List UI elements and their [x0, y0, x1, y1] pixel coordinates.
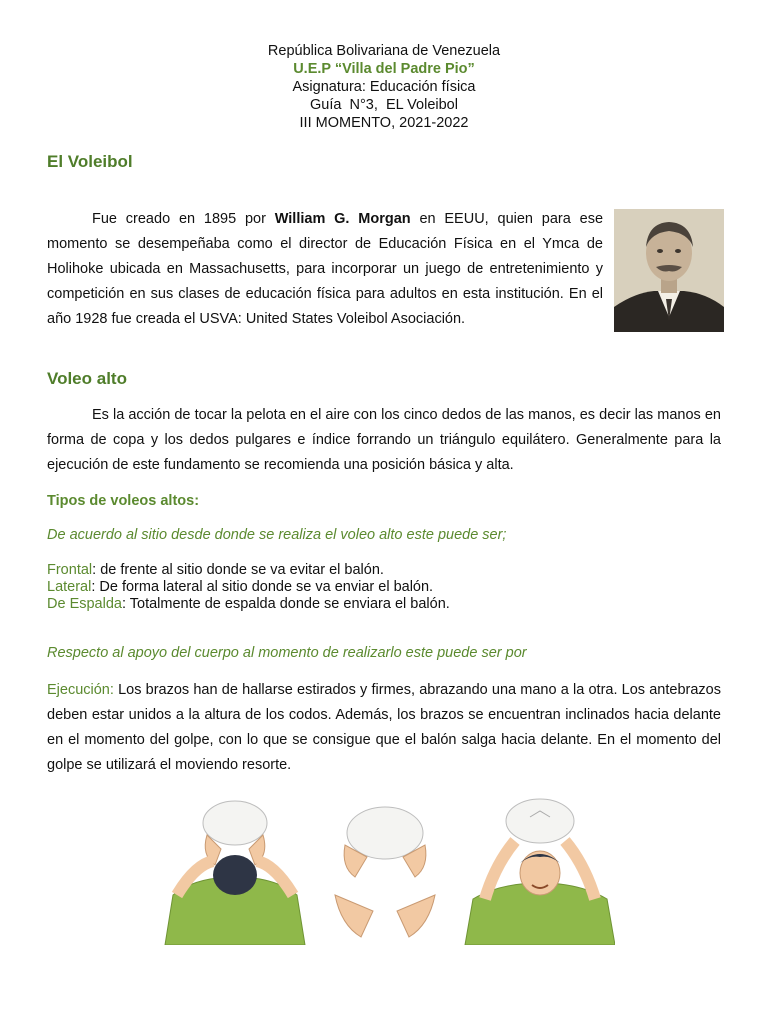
founder-portrait	[614, 209, 724, 332]
figure-front-view	[465, 799, 615, 945]
types-list	[47, 562, 450, 613]
list-item	[47, 596, 450, 613]
type-text-espalda: : Totalmente de espalda donde se enviara el balón.	[121, 596, 450, 612]
document-header	[0, 42, 768, 132]
figure-hands-only	[335, 807, 435, 937]
type-label-lateral: Lateral	[47, 579, 92, 595]
school-name: U.E.P “Villa del Padre Pio”	[293, 61, 475, 77]
execution-text: Los brazos han de hallarse estirados y firmes, abrazando una mano a la otra. Los antebrazos deben estar unidos a la altura de los codos. Además, los brazos se encuentran inclinados hacia delante en el momento del golpe, con lo que se consigue que el balón salga hacia delante. En el momento del golpe se utilizará el moviendo resorte.	[47, 682, 721, 773]
country-line: República Bolivariana de Venezuela	[267, 43, 501, 59]
type-label-frontal: Frontal	[47, 562, 93, 578]
type-text-lateral: : De forma lateral al sitio donde se va enviar el balón.	[91, 579, 434, 595]
type-label-espalda: De Espalda	[47, 596, 122, 612]
portrait-image	[614, 209, 724, 332]
support-intro: Respecto al apoyo del cuerpo al momento de realizarlo este puede ser por	[47, 645, 527, 661]
history-text-rest: en EEUU, quien para ese momento se desempeñaba como el director de Educación Física en el Ymca de Holihoke ubicada en Massachusetts, para incorporar un juego de entretenimiento y competición en sus clases de educación física para adultos en esta institución. En el año 1928 fue creada el USVA: United States Voleibol Asociación.	[47, 211, 604, 327]
type-text-frontal: : de frente al sitio donde se va evitar el balón.	[92, 562, 384, 578]
moment-line: III MOMENTO, 2021-2022	[299, 115, 469, 131]
voleo-alto-paragraph	[47, 403, 721, 478]
execution-label: Ejecución:	[47, 682, 114, 698]
types-title: Tipos de voleos altos:	[47, 493, 200, 509]
history-paragraph	[47, 207, 603, 332]
history-text-start: Fue creado en 1895 por	[92, 211, 275, 227]
figure-back-view	[165, 801, 305, 945]
section-title-voleibol: El Voleibol	[47, 152, 133, 171]
voleo-alto-text: Es la acción de tocar la pelota en el aire con los cinco dedos de las manos, es decir las manos en forma de copa y los dedos pulgares e índice forrando un triángulo equilátero. Generalmente para la ejecución de este fundamento se recomienda una posición básica y alta.	[47, 407, 721, 473]
list-item	[47, 562, 450, 579]
subject-line: Asignatura: Educación física	[292, 79, 476, 95]
list-item	[47, 579, 450, 596]
section-title-voleo-alto: Voleo alto	[47, 369, 127, 388]
volley-illustration	[155, 795, 615, 945]
execution-paragraph	[47, 678, 721, 778]
founder-name: William G. Morgan	[274, 211, 411, 227]
volley-hands-illustration	[155, 795, 615, 945]
guide-line: Guía N°3, EL Voleibol	[310, 97, 458, 113]
types-intro: De acuerdo al sitio desde donde se realiza el voleo alto este puede ser;	[47, 527, 507, 543]
